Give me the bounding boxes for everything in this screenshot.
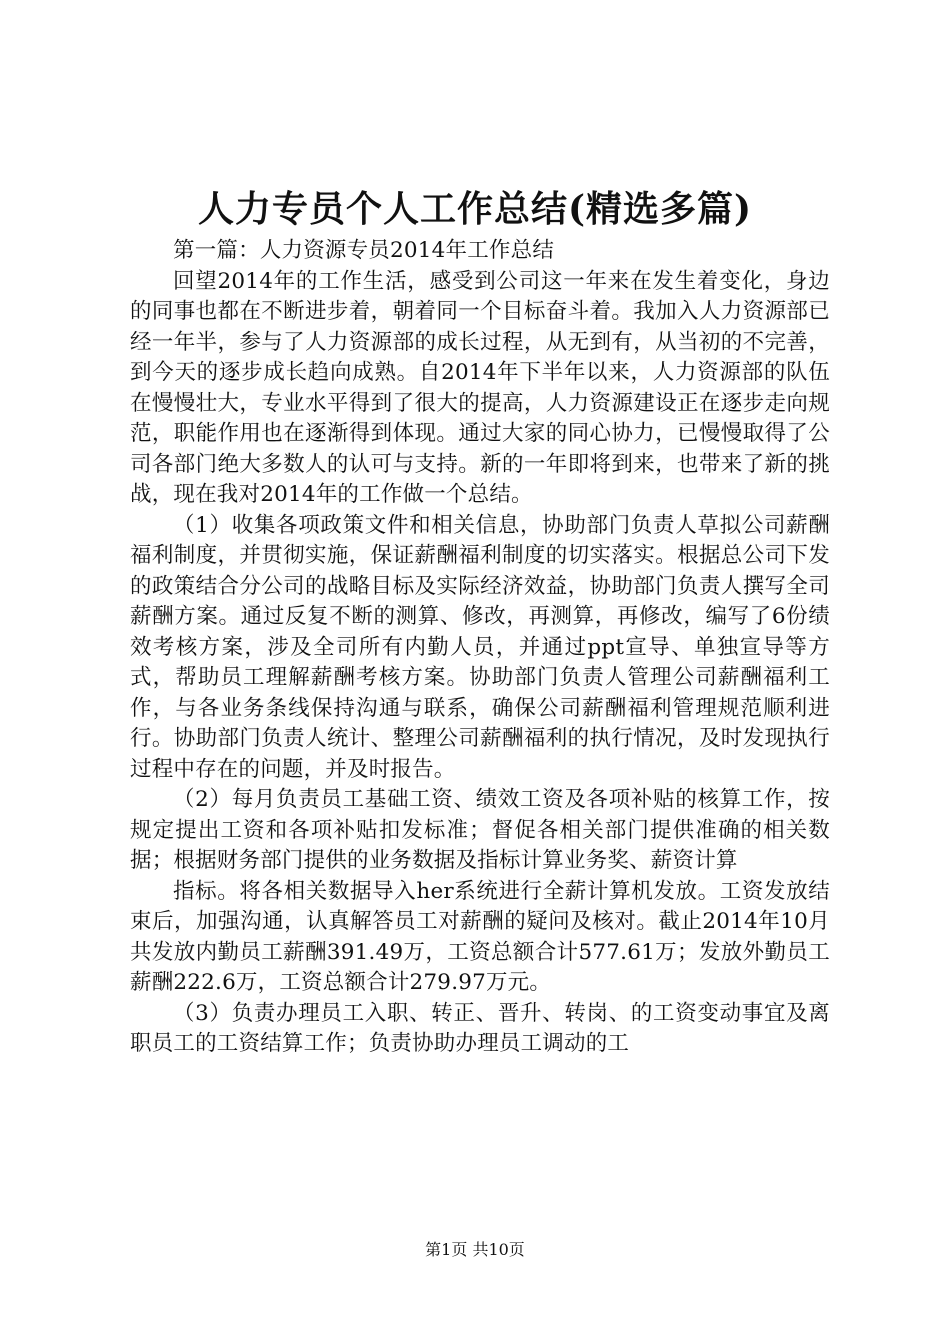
body-paragraph: 指标。将各相关数据导入her系统进行全薪计算机发放。工资发放结束后，加强沟通，认真解答员工对薪酬的疑问及核对。截止2014年10月共发放内勤员工薪酬391.49万，工资总额合计577.61万；发放外勤员工薪酬222.6万，工资总额合计279.97万元。 bbox=[130, 878, 830, 995]
body-paragraph: （3）负责办理员工入职、转正、晋升、转岗、的工资变动事宜及离职员工的工资结算工作；负责协助办理员工调动的工 bbox=[130, 1000, 830, 1056]
page-footer: 第1页 共10页 bbox=[425, 1240, 525, 1259]
body-paragraph: （1）收集各项政策文件和相关信息，协助部门负责人草拟公司薪酬福利制度，并贯彻实施，保证薪酬福利制度的切实落实。根据总公司下发的政策结合分公司的战略目标及实际经济效益，协助部门负责人撰写全司薪酬方案。通过反复不断的测算、修改，再测算，再修改，编写了6份绩效考核方案，涉及全司所有内勤人员，并通过ppt宣导、单独宣导等方式，帮助员工理解薪酬考核方案。协助部门负责人管理公司薪酬福利工作，与各业务条线保持沟通与联系，确保公司薪酬福利管理规范顺利进行。协助部门负责人统计、整理公司薪酬福利的执行情况，及时发现执行过程中存在的问题，并及时报告。 bbox=[130, 512, 830, 782]
body-paragraph: （2）每月负责员工基础工资、绩效工资及各项补贴的核算工作，按规定提出工资和各项补贴扣发标准；督促各相关部门提供准确的相关数据；根据财务部门提供的业务数据及指标计算业务奖、薪资计算 bbox=[130, 787, 830, 873]
body-paragraph: 回望2014年的工作生活，感受到公司这一年来在发生着变化，身边的同事也都在不断进步着，朝着同一个目标奋斗着。我加入人力资源部已经一年半，参与了人力资源部的成长过程，从无到有，从当初的不完善，到今天的逐步成长趋向成熟。自2014年下半年以来，人力资源部的队伍在慢慢壮大，专业水平得到了很大的提高，人力资源建设正在逐步走向规范，职能作用也在逐渐得到体现。通过大家的同心协力，已慢慢取得了公司各部门绝大多数人的认可与支持。新的一年即将到来，也带来了新的挑战，现在我对2014年的工作做一个总结。 bbox=[130, 268, 830, 507]
document-title: 人力专员个人工作总结(精选多篇) bbox=[197, 188, 753, 230]
document-body bbox=[130, 236, 830, 1060]
section-heading: 第一篇：人力资源专员2014年工作总结 bbox=[173, 238, 555, 263]
